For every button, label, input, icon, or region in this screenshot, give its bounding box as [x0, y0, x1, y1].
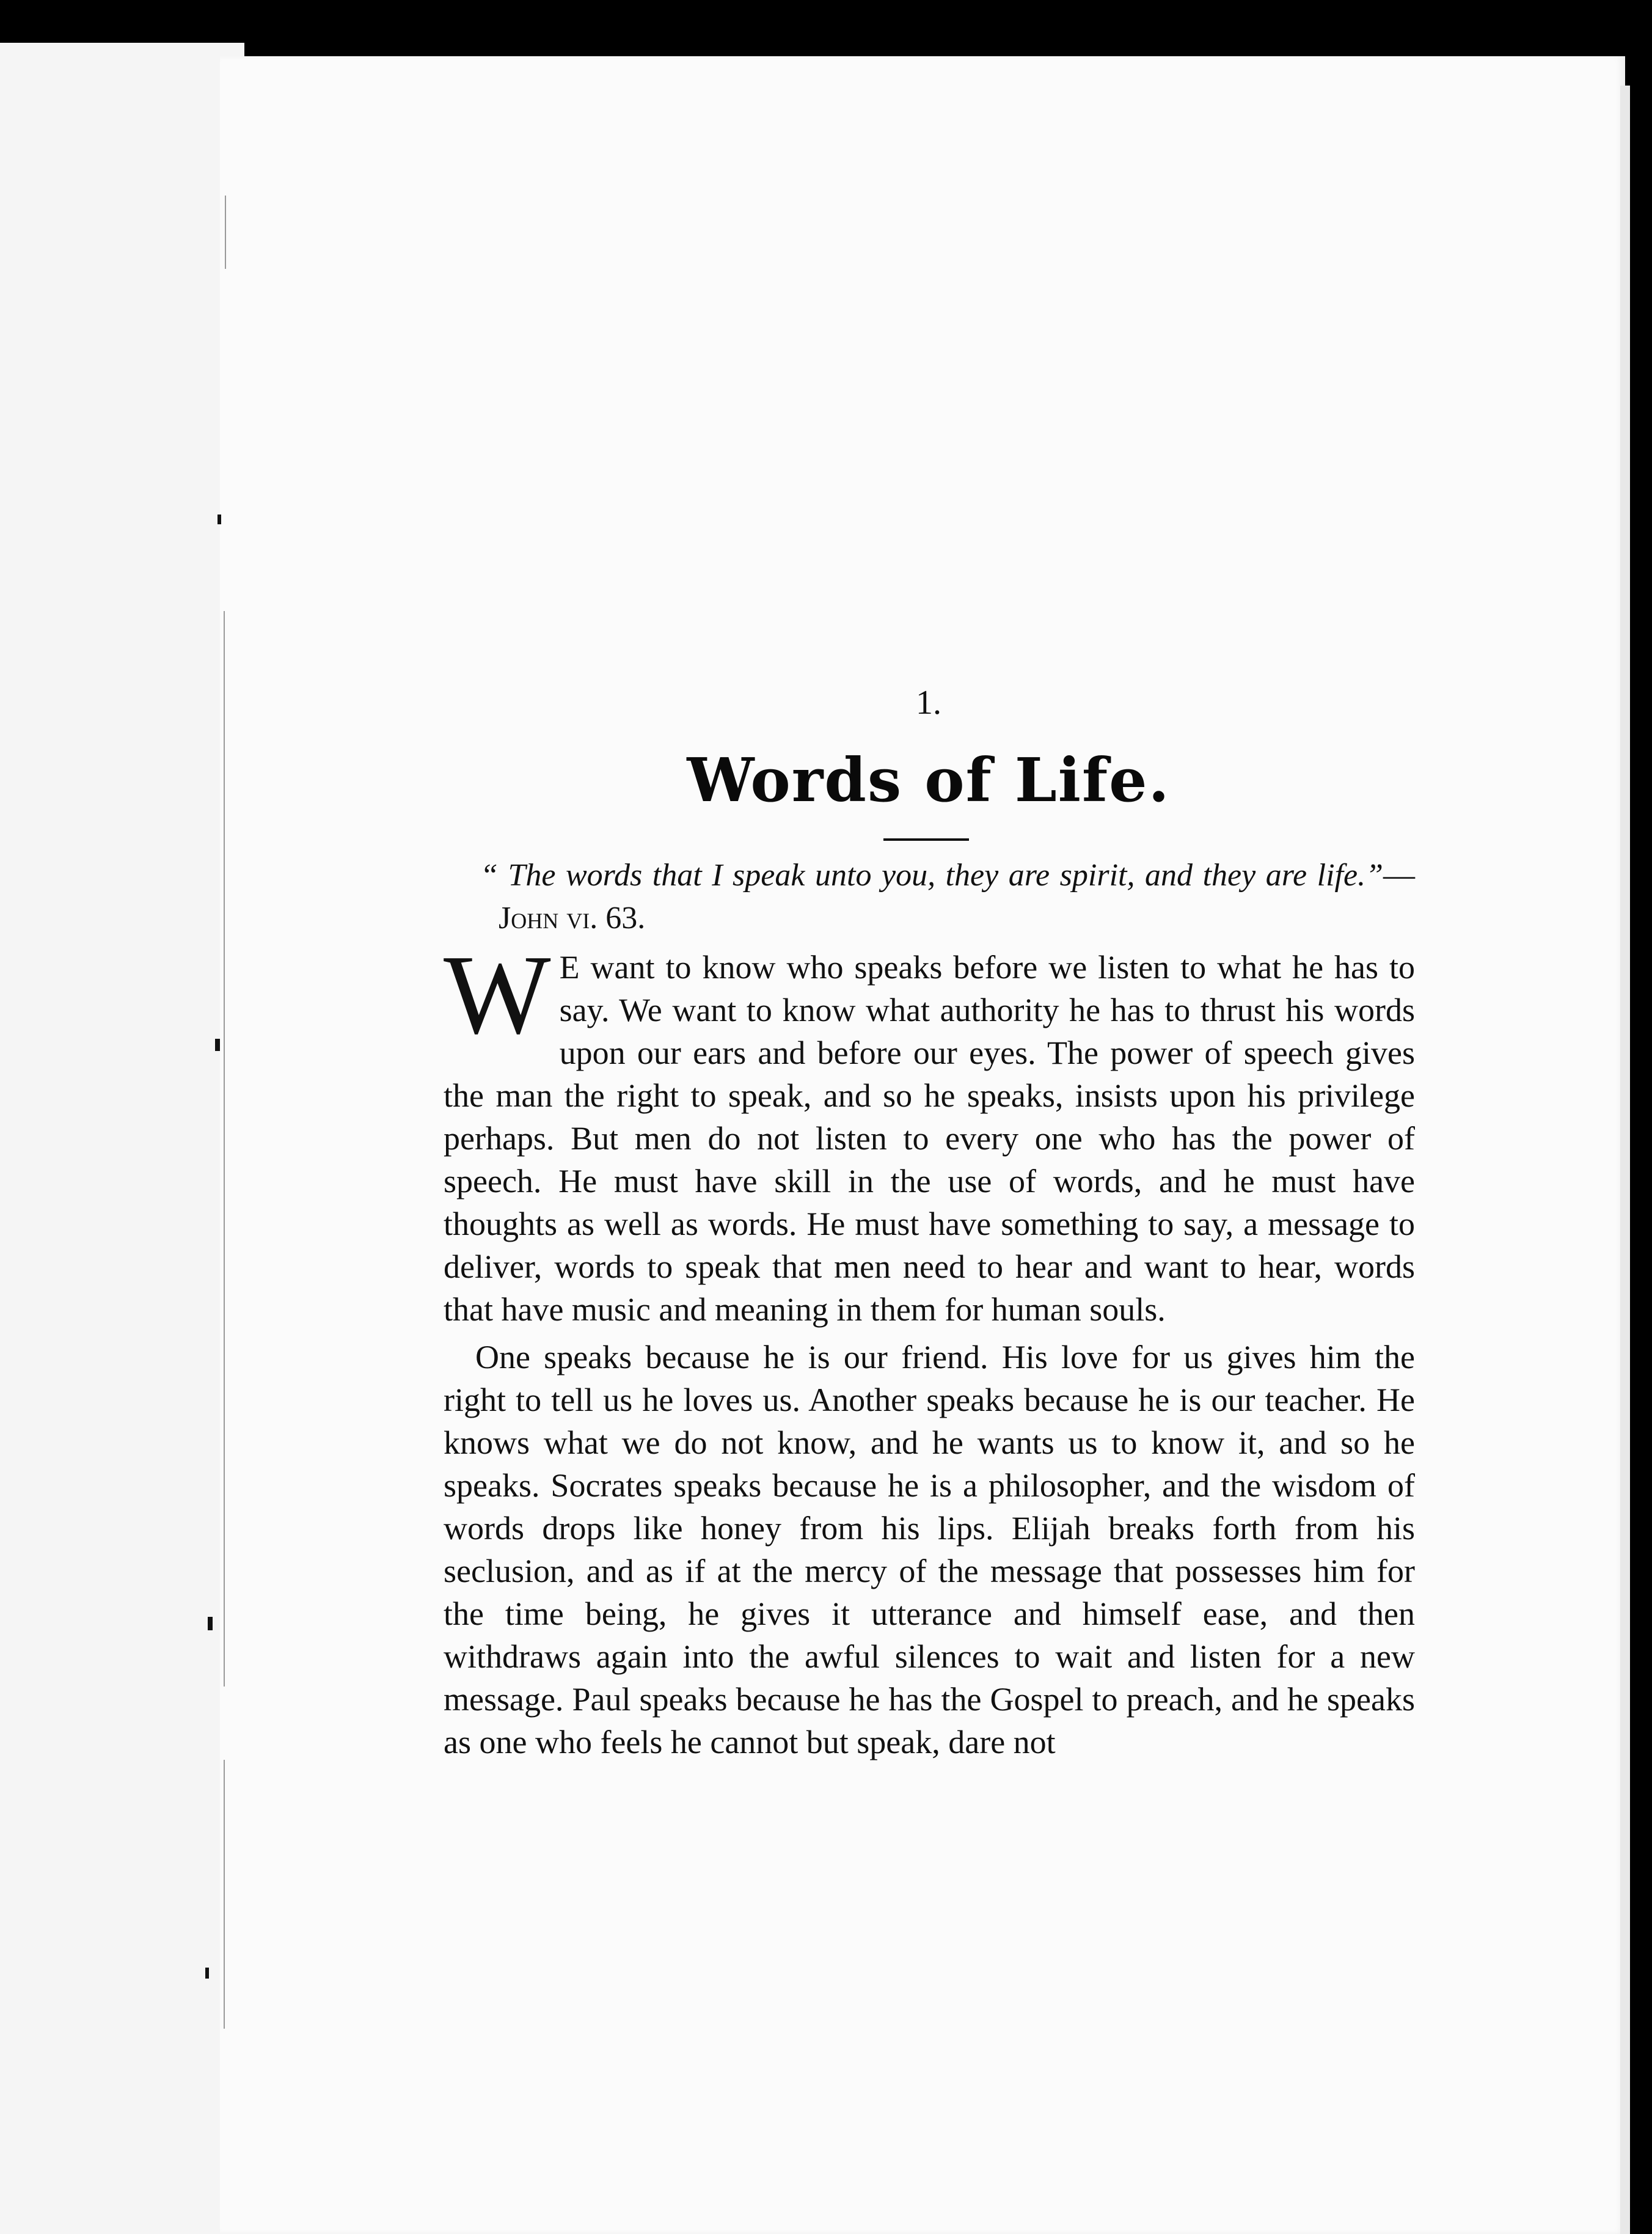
facing-page-left [0, 43, 244, 2234]
paragraph-1 [444, 932, 1415, 1331]
epigraph-quote: “ The words that I speak unto you, they are spirit, and they are life.” [480, 858, 1383, 893]
chapter-body [444, 854, 1415, 1763]
chapter-title: Words of Life. [687, 745, 1171, 816]
margin-mark [217, 515, 221, 524]
title-rule [883, 838, 969, 841]
paragraph-text: One speaks because he is our friend. His love for us gives him the right to tell us he loves us. Another speaks because he is our teacher. He knows what we do not know, and he wants us to know it, and so he speaks. Socrates speaks because he is a philosopher, and the wisdom of words drops like honey from his lips. Elijah breaks forth from his seclusion, and as if at the mercy of the message that possesses him for the time being, he gives it utterance and himself ease, and then withdraws again into the awful silences to wait and listen for a new message. Paul speaks because he has the Gospel to preach, and he speaks as one who feels he cannot but speak, dare not [444, 1339, 1415, 1760]
margin-mark [208, 1617, 213, 1630]
lead-letters: E [559, 949, 580, 986]
page-edge [1620, 86, 1630, 2234]
binding-line [224, 611, 225, 1686]
margin-mark [205, 1968, 209, 1979]
paragraph-2 [444, 1336, 1415, 1763]
margin-mark [215, 1039, 220, 1051]
binding-line [224, 1760, 225, 2029]
drop-cap: W [444, 932, 551, 1058]
epigraph [444, 854, 1415, 940]
chapter-number: 1. [916, 684, 941, 722]
paragraph-text: want to know who speaks before we listen to what he has to say. We want to know what authority he has to thrust his words upon our ears and before our eyes. The power of speech gives the man the right to speak, and so he speaks, insists upon his privilege perhaps. But men do not listen to every one who has the power of speech. He must have skill in the use of words, and he must have thoughts as well as words. He must have something to say, a message to deliver, words to speak that men need to hear and want to hear, words that have music and meaning in them for human souls. [444, 949, 1415, 1328]
epigraph-source: —John vi. 63. [499, 858, 1415, 936]
binding-line [225, 196, 226, 269]
